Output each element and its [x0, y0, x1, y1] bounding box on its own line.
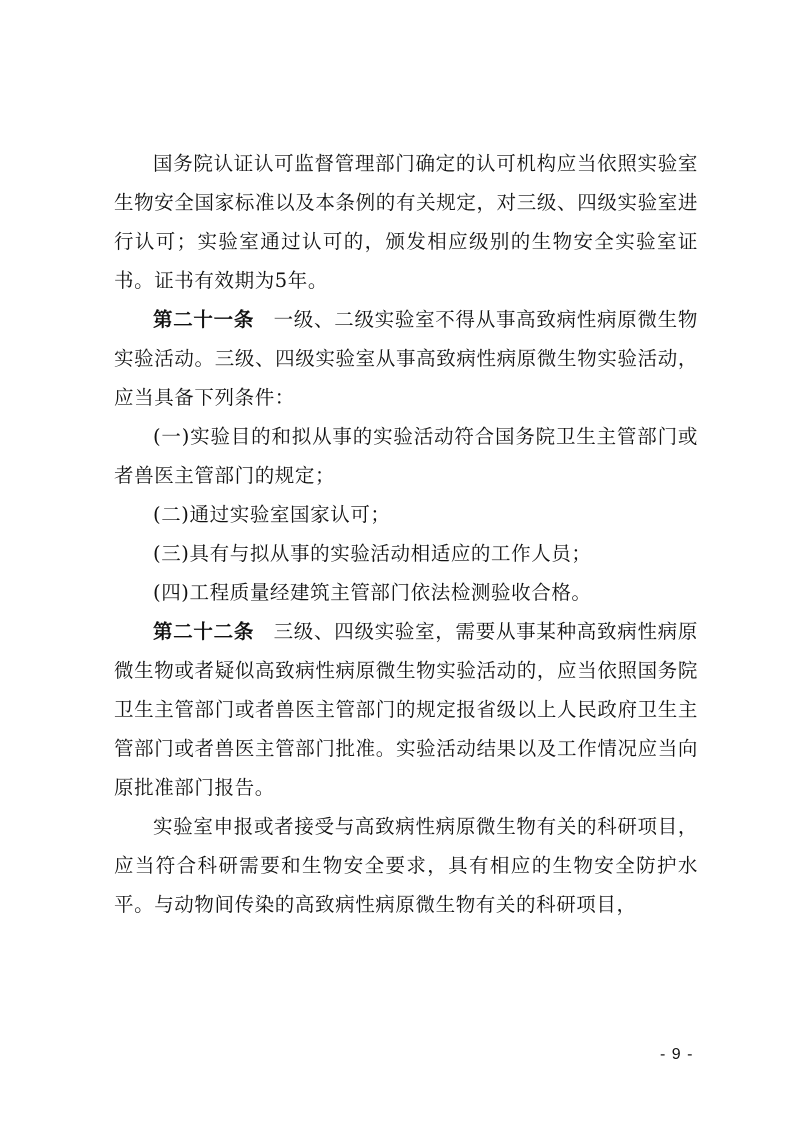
paragraph-research — [114, 807, 698, 924]
paragraph-text: 一级、二级实验室不得从事高致病性病原微生物实验活动。三级、四级实验室从事高致病性病原微生物实验活动，应当具备下列条件： — [114, 308, 698, 409]
paragraph-article-21 — [114, 300, 698, 417]
page-number: - 9 - — [660, 1046, 694, 1063]
paragraph-article-22 — [114, 612, 698, 807]
article-label: 第二十二条 — [153, 620, 255, 643]
paragraph-text: (一)实验目的和拟从事的实验活动符合国务院卫生主管部门或者兽医主管部门的规定； — [114, 425, 698, 487]
condition-item-2 — [114, 495, 698, 534]
condition-item-3 — [114, 534, 698, 573]
condition-item-4 — [114, 573, 698, 612]
article-label: 第二十一条 — [153, 308, 255, 331]
paragraph-text: (二)通过实验室国家认可； — [153, 503, 391, 526]
paragraph-text: 实验室申报或者接受与高致病性病原微生物有关的科研项目，应当符合科研需要和生物安全要求，具有相应的生物安全防护水平。与动物间传染的高致病性病原微生物有关的科研项目， — [114, 815, 698, 916]
paragraph-text: (三)具有与拟从事的实验活动相适应的工作人员； — [153, 542, 592, 565]
paragraph-1 — [114, 144, 698, 300]
paragraph-text: (四)工程质量经建筑主管部门依法检测验收合格。 — [153, 581, 592, 604]
condition-item-1 — [114, 417, 698, 495]
paragraph-text: 国务院认证认可监督管理部门确定的认可机构应当依照实验室生物安全国家标准以及本条例的有关规定，对三级、四级实验室进行认可；实验室通过认可的，颁发相应级别的生物安全实验室证书。证书有效期为5年。 — [114, 152, 698, 292]
body-text — [114, 144, 698, 924]
paragraph-text: 三级、四级实验室，需要从事某种高致病性病原微生物或者疑似高致病性病原微生物实验活动的，应当依照国务院卫生主管部门或者兽医主管部门的规定报省级以上人民政府卫生主管部门或者兽医主管部门批准。实验活动结果以及工作情况应当向原批准部门报告。 — [114, 620, 698, 799]
